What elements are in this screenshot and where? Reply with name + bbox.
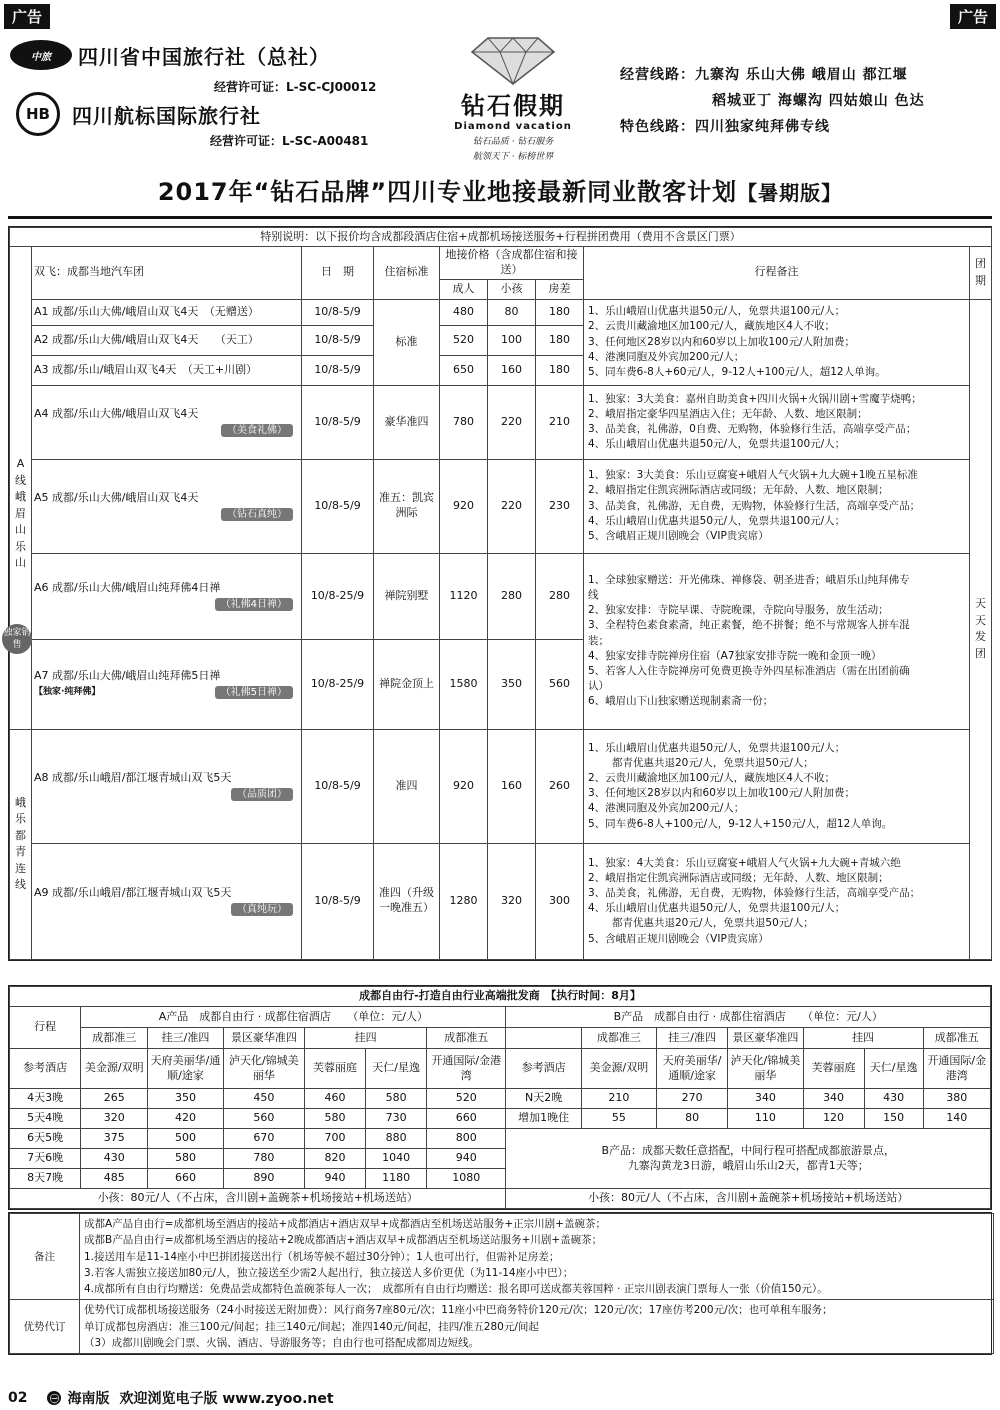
- brand-name: 钻石假期: [461, 92, 565, 120]
- date-a3: 10/8-5/9: [302, 355, 374, 385]
- itin-header: 行程: [10, 1007, 81, 1049]
- header-date: 日 期: [302, 247, 374, 300]
- cits-logo: 中旅: [10, 40, 72, 70]
- hotel-a5: 准五：凯宾洲际: [374, 459, 440, 553]
- title-edition: 【暑期版】: [737, 181, 843, 205]
- page-footer: [8, 1388, 334, 1408]
- a-hotel-5: 天仁/星逸: [366, 1049, 427, 1089]
- a-hotel-6: 开通国际/金港湾: [427, 1049, 506, 1089]
- tag-a7: （礼佛5日禅）: [215, 686, 293, 700]
- header-child: 小孩: [488, 279, 536, 299]
- a-product-title: A产品 成都自由行 · 成都住宿酒店 （单位：元/人）: [81, 1007, 506, 1028]
- title-main: 2017年“钻石品牌”四川专业地接最新同业散客计划: [157, 178, 738, 206]
- a-hotel-2: 天府美丽华/通顺/途家: [148, 1049, 223, 1089]
- single-a1: 180: [536, 299, 584, 325]
- b-hotel-1: 美金源/双明: [581, 1049, 656, 1089]
- company-row-1: [10, 40, 330, 70]
- page-number: 02: [8, 1390, 28, 1406]
- a-ref-hotel-label: 参考酒店: [10, 1049, 81, 1089]
- brand-slogan-1: 钻石品质 · 钻石服务: [472, 137, 554, 147]
- date-a9: 10/8-5/9: [302, 843, 374, 959]
- b-child-price: 小孩：80元/人（不占床，含川剧+盖碗茶+机场接站+机场送站）: [506, 1189, 991, 1209]
- a-level-5: 成都准五: [427, 1028, 506, 1049]
- route-a3: A3 成都/乐山/峨眉山双飞4天 （天工+川剧）: [32, 355, 302, 385]
- side-label-a: A线峨眉山乐山: [10, 299, 32, 729]
- single-a2: 180: [536, 325, 584, 355]
- a-child-price: 小孩：80元/人（不占床，含川剧+盖碗茶+机场接站+机场送站）: [10, 1189, 506, 1209]
- remarks-a4: 1、独家：3大美食：嘉州自助美食+四川火锅+火锅川剧+雪魔芋烧鸭； 2、峨眉指定豪华四星酒店入住；无年龄、人数、地区限制； 3、品美食，礼佛游，0自费、无购物，体验修行生活，高端享受产品； 4、乐山峨眉山优惠共退50元/人，免票共退100元/人；: [584, 385, 970, 459]
- company-1-license: 经营许可证：L-SC-CJ00012: [214, 80, 377, 94]
- hotel-a6: 禅院别墅: [374, 553, 440, 639]
- date-a6: 10/8-25/9: [302, 553, 374, 639]
- child-a1: 80: [488, 299, 536, 325]
- ad-label-right: 广告: [950, 4, 996, 29]
- b-ref-hotel-label: 参考酒店: [506, 1049, 581, 1089]
- route-a5: A5 成都/乐山大佛/峨眉山双飞4天 （钻石真纯）: [32, 459, 302, 553]
- diamond-icon: [468, 34, 558, 86]
- header-adult: 成人: [440, 279, 488, 299]
- remarks-a9: 1、独家：4大美食：乐山豆腐宴+峨眉人气火锅+九大碗+青城六绝 2、峨眉指定住凯宾洲际酒店或同级；无年龄、人数、地区限制； 3、品美食，礼佛游，无自费，无购物，体验修行生活，高端享受产品； 4、乐山峨眉山优惠共退50元/人，免票共退100元/人； 都青优惠共退20元/人，免票共退50元/人； 5、含峨眉正规川剧晚会（VIP贵宾席）: [584, 843, 970, 959]
- a-level-4: 挂四: [305, 1028, 427, 1049]
- brand-slogan-2: 航领天下 · 标榜世界: [472, 152, 554, 162]
- title-divider: [8, 216, 992, 219]
- table-row: 6天5晚 375 500 670 700 880 800 B产品：成都天数任意搭配，中间行程可搭配成都旅游景点， 九寨沟黄龙3日游，峨眉山乐山2天，都青1天等；: [10, 1129, 991, 1149]
- b-level-5: 成都准五: [923, 1028, 990, 1049]
- route-line-3: 特色线路：四川独家纯拜佛专线: [620, 119, 830, 135]
- remarks-a8: 1、乐山峨眉山优惠共退50元/人，免票共退100元/人； 都青优惠共退20元/人，免票共退50元/人； 2、云贵川藏渝地区加100元/人，藏族地区4人不收； 3、任何地区28岁以内和60岁以上加收100元/人附加费； 4、港澳同胞及外宾加200元/人； 5、同车费6-8人+100元/人，9-12人+150元/人，超12人单询。: [584, 729, 970, 843]
- company-2-name: 四川航标国际旅行社: [72, 103, 261, 128]
- table-row: 7天6晚 430 580 780 820 1040 940: [10, 1149, 991, 1169]
- tag-a9: （真纯玩）: [231, 903, 293, 917]
- route-a1: A1 成都/乐山大佛/峨眉山双飞4天 （无赠送）: [32, 299, 302, 325]
- header-single: 房差: [536, 279, 584, 299]
- remarks-a6-a7: 1、全球独家赠送：开光佛珠、禅修袋、朝圣进香；峨眉乐山纯拜佛专 线 2、独家安排：寺院早课、寺院晚课，寺院向导服务，放生活动； 3、全程特色素食素斋，纯正素餐，绝不拼餐；绝不与常规客人拼车混 装； 4、独家安排寺院禅房住宿（A7独家安排寺院一晚和金顶一晚） 5、若客人入住寺院禅房可免费更换寺外四星标准酒店（需在出团前确 认） 6、峨眉山下山独家赠送现制素斋一份；: [584, 553, 970, 729]
- period-daily: 天天发团: [970, 299, 992, 959]
- a-level-3: 景区豪华准四: [223, 1028, 304, 1049]
- single-a3: 180: [536, 355, 584, 385]
- hotel-a4: 豪华准四: [374, 385, 440, 459]
- hotel-a8: 准四: [374, 729, 440, 843]
- b-hotel-2: 天府美丽华/通顺/途家: [657, 1049, 728, 1089]
- route-list: [620, 62, 925, 140]
- route-a4: A4 成都/乐山大佛/峨眉山双飞4天 （美食礼佛）: [32, 385, 302, 459]
- date-a5: 10/8-5/9: [302, 459, 374, 553]
- a-hotel-3: 泸天化/锦城美丽华: [223, 1049, 304, 1089]
- hotel-a7: 禅院金顶上: [374, 639, 440, 729]
- child-a4: 220: [488, 385, 536, 459]
- b-hotel-5: 天仁/星逸: [864, 1049, 923, 1089]
- website-link[interactable]: 欢迎浏览电子版 www.zyoo.net: [119, 1391, 334, 1407]
- header-hotel: 住宿标准: [374, 247, 440, 300]
- service-label: 优势代订: [10, 1300, 80, 1354]
- b-product-note: B产品：成都天数任意搭配，中间行程可搭配成都旅游景点， 九寨沟黄龙3日游，峨眉山乐山2天，都青1天等；: [506, 1129, 991, 1189]
- date-a2: 10/8-5/9: [302, 325, 374, 355]
- page-header: [8, 34, 992, 164]
- a-hotel-1: 美金源/双明: [81, 1049, 148, 1089]
- route-line-1: 经营线路：九寨沟 乐山大佛 峨眉山 都江堰: [620, 67, 908, 83]
- exclusive-a7: 【独家·纯拜佛】: [34, 686, 101, 697]
- child-a3: 160: [488, 355, 536, 385]
- diamond-brand: [438, 34, 588, 162]
- single-a7: 560: [536, 639, 584, 729]
- b-level-3: 景区豪华准四: [728, 1028, 803, 1049]
- adult-a9: 1280: [440, 843, 488, 959]
- date-a4: 10/8-5/9: [302, 385, 374, 459]
- hotel-a9: 准四（升级一晚准五）: [374, 843, 440, 959]
- remarks-a5: 1、独家：3大美食：乐山豆腐宴+峨眉人气火锅+九大碗+1晚五星标准 2、峨眉指定住凯宾洲际酒店或同级；无年龄、人数、地区限制； 3、品美食，礼佛游，无自费，无购物，体验修行生活，高端享受产品； 4、乐山峨眉山优惠共退50元/人，免票共退100元/人； 5、含峨眉正规川剧晚会（VIP贵宾席）: [584, 459, 970, 553]
- company-1-name: 四川省中国旅行社（总社）: [78, 44, 330, 69]
- b-product-title: B产品 成都自由行 · 成都住宿酒店 （单位：元/人）: [506, 1007, 991, 1028]
- date-a1: 10/8-5/9: [302, 299, 374, 325]
- adult-a8: 920: [440, 729, 488, 843]
- route-a2: A2 成都/乐山大佛/峨眉山双飞4天 （天工）: [32, 325, 302, 355]
- free-travel-table: [8, 985, 992, 1210]
- tag-a4: （美食礼佛）: [221, 424, 293, 438]
- group-tour-table: [8, 226, 992, 961]
- single-a4: 210: [536, 385, 584, 459]
- a-hotel-4: 芙蓉丽庭: [305, 1049, 366, 1089]
- adult-a4: 780: [440, 385, 488, 459]
- table-row: 5天4晚 320 420 560 580 730 660 增加1晚住 55 80 110 120 150 140: [10, 1109, 991, 1129]
- child-a9: 320: [488, 843, 536, 959]
- single-a6: 280: [536, 553, 584, 639]
- b-level-1: 成都准三: [581, 1028, 656, 1049]
- special-note: 特别说明：以下报价均含成都段酒店住宿+成都机场接送服务+行程拼团费用（费用不含景区门票）: [10, 228, 992, 247]
- child-a8: 160: [488, 729, 536, 843]
- route-a9: A9 成都/乐山峨眉/都江堰青城山双飞5天 （真纯玩）: [32, 843, 302, 959]
- ad-label-left: 广告: [4, 4, 50, 29]
- page-title: [0, 172, 1000, 207]
- route-a7: A7 成都/乐山大佛/峨眉山纯拜佛5日禅 【独家·纯拜佛】 （礼佛5日禅）: [32, 639, 302, 729]
- exclusive-sale-badge: 独家销售: [2, 624, 32, 654]
- company-2-license: 经营许可证：L-SC-A00481: [210, 134, 369, 148]
- tag-a6: （礼佛4日禅）: [215, 598, 293, 612]
- b-hotel-6: 开通国际/金港湾: [923, 1049, 990, 1089]
- adult-a2: 520: [440, 325, 488, 355]
- tag-a5: （钻石真纯）: [221, 508, 293, 522]
- hotel-a1-a3: 标准: [374, 299, 440, 385]
- adult-a6: 1120: [440, 553, 488, 639]
- hb-logo: HB: [16, 92, 60, 136]
- a-level-2: 挂三/准四: [148, 1028, 223, 1049]
- adult-a5: 920: [440, 459, 488, 553]
- table-row: 4天3晚 265 350 450 460 580 520 N天2晚 210 270 340 340 430 380: [10, 1089, 991, 1109]
- single-a8: 260: [536, 729, 584, 843]
- child-a5: 220: [488, 459, 536, 553]
- b-hotel-4: 芙蓉丽庭: [803, 1049, 864, 1089]
- single-a5: 230: [536, 459, 584, 553]
- notes-label: 备注: [10, 1214, 80, 1300]
- route-a6: A6 成都/乐山大佛/峨眉山纯拜佛4日禅 （礼佛4日禅）: [32, 553, 302, 639]
- adult-a3: 650: [440, 355, 488, 385]
- b-level-4: 挂四: [803, 1028, 923, 1049]
- child-a7: 350: [488, 639, 536, 729]
- child-a2: 100: [488, 325, 536, 355]
- header-route: 双飞：成都当地汽车团: [32, 247, 302, 300]
- a-level-1: 成都准三: [81, 1028, 148, 1049]
- edition-icon: ㊀: [47, 1391, 61, 1405]
- adult-a7: 1580: [440, 639, 488, 729]
- child-a6: 280: [488, 553, 536, 639]
- tag-a8: （品质团）: [231, 788, 293, 802]
- date-a8: 10/8-5/9: [302, 729, 374, 843]
- table-row: 8天7晚 485 660 890 940 1180 1080: [10, 1169, 991, 1189]
- service-content: 优势代订成都机场接送服务（24小时接送无附加费）：风行商务7座80元/次；11座小中巴商务特价120元/次；120元/次；17座仿考200元/次；也可单租车服务； 单订成都包房酒店：准三100元/间起；挂三140元/间起；准四140元/间起，挂四/准五280元/间起 （3）成都川剧晚会门票、火锅、酒店、导游服务等；自由行也可搭配成都周边短线。: [80, 1300, 994, 1354]
- route-a8: A8 成都/乐山峨眉/都江堰青城山双飞5天 （品质团）: [32, 729, 302, 843]
- edition-label: 海南版: [67, 1391, 110, 1407]
- route-line-2: 稻城亚丁 海螺沟 四姑娘山 色达: [712, 93, 925, 109]
- notes-table: [8, 1212, 992, 1355]
- company-row-2: [10, 92, 261, 136]
- brand-english: Diamond vacation: [454, 121, 572, 132]
- adult-a1: 480: [440, 299, 488, 325]
- notes-content: 成都A产品自由行=成都机场至酒店的接站+成都酒店+酒店双早+成都酒店至机场送站服务+正宗川剧+盖碗茶； 成都B产品自由行=成都机场至酒店的接站+2晚成都酒店+酒店双早+成都酒店至机场送站服务+川剧+盖碗茶； 1.接送用车是11-14座小中巴拼团接送出行（机场等候不超过30分钟）；1人也可出行，但需补足房差； 3.若客人需独立接送加80元/人，独立接送至少需2人起出行，独立接送人多价更优（为11-14座小中巴）； 4.成都所有自由行均赠送：免费品尝成都特色盖碗茶每人一次； 成都所有自由行均赠送：报名即可送成都芙蓉国粹 · 正宗川剧表演门票每人一张（价值150元）。: [80, 1214, 994, 1300]
- b-level-2: 挂三/准四: [657, 1028, 728, 1049]
- header-remarks: 行程备注: [584, 247, 970, 300]
- b-hotel-3: 泸天化/锦城美丽华: [728, 1049, 803, 1089]
- date-a7: 10/8-25/9: [302, 639, 374, 729]
- free-travel-title: 成都自由行-打造自由行业高端批发商 【执行时间：8月】: [10, 987, 991, 1007]
- remarks-a1-a3: 1、乐山峨眉山优惠共退50元/人，免票共退100元/人； 2、云贵川藏渝地区加100元/人，藏族地区4人不收； 3、任何地区28岁以内和60岁以上加收100元/人附加费； 4、港澳同胞及外宾加200元/人； 5、同车费6-8人+60元/人，9-12人+100元/人，超12人单询。: [584, 299, 970, 385]
- side-label-b: 峨乐都青连线: [10, 729, 32, 959]
- single-a9: 300: [536, 843, 584, 959]
- header-period: 团期: [970, 247, 992, 300]
- header-price: 地接价格（含成都住宿和接送）: [440, 247, 584, 280]
